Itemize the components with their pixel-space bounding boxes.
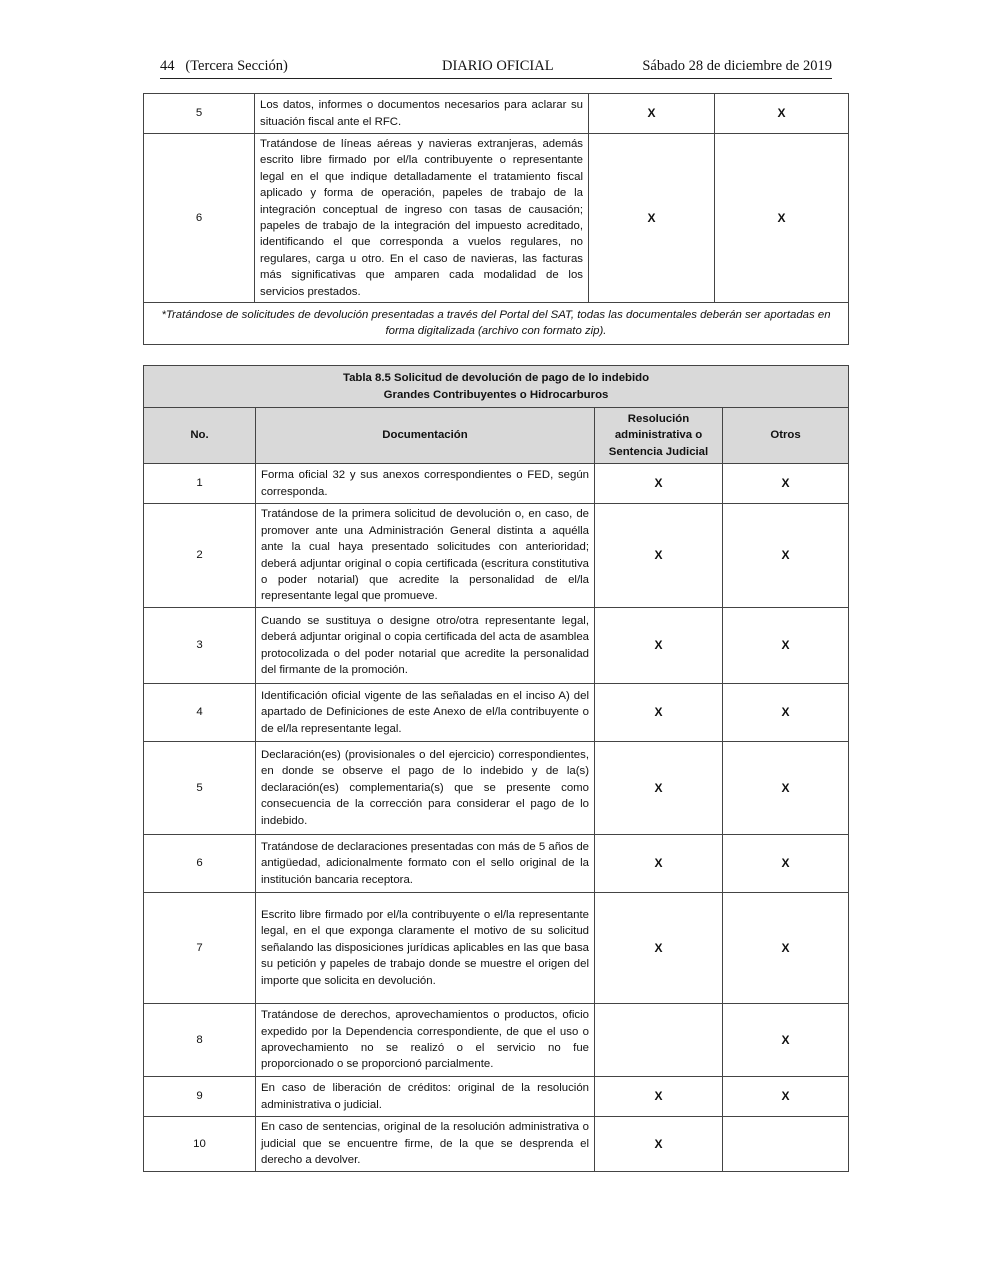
table-row xyxy=(144,684,849,742)
table-row xyxy=(144,1077,849,1117)
row-number: 2 xyxy=(144,504,256,608)
row-mark-col2: X xyxy=(723,1077,849,1117)
row-mark-col1 xyxy=(595,1004,723,1077)
row-documentation: Tratándose de derechos, aprovechamientos o productos, oficio expedido por la Dependencia correspondiente, de que el uso o aprovechamiento no se realizó o el servicio no fue proporcionado o se proporcionó parcialmente. xyxy=(256,1004,595,1077)
row-number: 7 xyxy=(144,893,256,1004)
row-mark-col2: X xyxy=(723,504,849,608)
row-documentation: Declaración(es) (provisionales o del ejercicio) correspondientes, en donde se observe el pago de lo indebido y de la(s) declaración(es) complementaria(s) que se presente como consecuencia de la corrección para considerar el pago de lo indebido. xyxy=(256,742,595,835)
row-documentation: Forma oficial 32 y sus anexos correspondientes o FED, según corresponda. xyxy=(256,464,595,504)
table-title-line1: Tabla 8.5 Solicitud de devolución de pago de lo indebido xyxy=(342,372,650,385)
row-number: 5 xyxy=(144,94,255,134)
row-documentation: Cuando se sustituya o designe otro/otra representante legal, deberá adjuntar original o copia certificada del acta de asamblea protocolizada o del poder notarial que acredite la personalidad del firmante de la promoción. xyxy=(256,608,595,684)
row-number: 8 xyxy=(144,1004,256,1077)
page-info xyxy=(160,58,288,75)
table-row xyxy=(144,1004,849,1077)
table-note-row xyxy=(144,303,849,345)
header-no: No. xyxy=(144,408,256,464)
row-mark-col1: X xyxy=(595,742,723,835)
row-documentation: Identificación oficial vigente de las señaladas en el inciso A) del apartado de Definiciones de este Anexo de el/la contribuyente o de el/la representante legal. xyxy=(256,684,595,742)
table-title xyxy=(144,366,849,408)
table-header-row xyxy=(144,408,849,464)
table-row xyxy=(144,504,849,608)
table-title-line2: Grandes Contribuyentes o Hidrocarburos xyxy=(383,388,609,401)
row-mark-col2: X xyxy=(723,742,849,835)
row-mark-col1: X xyxy=(595,1117,723,1172)
page-header xyxy=(160,56,832,79)
section-name: (Tercera Sección) xyxy=(185,58,288,74)
row-mark-col1: X xyxy=(595,464,723,504)
row-mark-col1: X xyxy=(595,835,723,893)
row-mark-col2: X xyxy=(723,1004,849,1077)
table-row xyxy=(144,134,849,303)
row-mark-col1: X xyxy=(589,94,715,134)
row-mark-col2: X xyxy=(715,134,849,303)
table-continuation xyxy=(143,93,849,345)
row-documentation: Tratándose de declaraciones presentadas con más de 5 años de antigüedad, adicionalmente formato con el sello original de la institución bancaria receptora. xyxy=(256,835,595,893)
table-row xyxy=(144,835,849,893)
table-row xyxy=(144,94,849,134)
row-mark-col2: X xyxy=(723,893,849,1004)
row-mark-col1: X xyxy=(595,684,723,742)
row-mark-col1: X xyxy=(595,893,723,1004)
journal-name: DIARIO OFICIAL xyxy=(442,58,554,74)
row-mark-col2: X xyxy=(715,94,849,134)
row-documentation: Los datos, informes o documentos necesarios para aclarar su situación fiscal ante el RFC. xyxy=(255,94,589,134)
row-documentation: En caso de sentencias, original de la resolución administrativa o judicial que se encuentre firme, de la que se desprenda el derecho a devolver. xyxy=(256,1117,595,1172)
row-documentation: Escrito libre firmado por el/la contribuyente o el/la representante legal, en el que exponga claramente el motivo de su solicitud señalando las disposiciones jurídicas aplicables en las que basa su petición y papeles de trabajo donde se muestre el origen del importe que solicita en devolución. xyxy=(256,893,595,1004)
row-number: 5 xyxy=(144,742,256,835)
row-number: 6 xyxy=(144,134,255,303)
row-documentation: Tratándose de la primera solicitud de devolución o, en caso, de promover ante una Administración General distinta a aquélla ante la cual haya presentado solicitudes con anterioridad; deberá adjuntar original o copia certificada (escritura constitutiva o poder notarial) que acredite la personalidad de el/la representante legal que promueve. xyxy=(256,504,595,608)
row-number: 9 xyxy=(144,1077,256,1117)
table-note: *Tratándose de solicitudes de devolución presentadas a través del Portal del SAT, todas las documentales deberán ser aportadas en forma digitalizada (archivo con formato zip). xyxy=(144,303,849,345)
row-number: 10 xyxy=(144,1117,256,1172)
row-mark-col2: X xyxy=(723,835,849,893)
row-number: 6 xyxy=(144,835,256,893)
row-number: 1 xyxy=(144,464,256,504)
table-title-row xyxy=(144,366,849,408)
row-mark-col1: X xyxy=(595,608,723,684)
table-8-5 xyxy=(143,365,849,1172)
table-row xyxy=(144,1117,849,1172)
row-documentation: En caso de liberación de créditos: original de la resolución administrativa o judicial. xyxy=(256,1077,595,1117)
table-row xyxy=(144,893,849,1004)
page-number: 44 xyxy=(160,58,175,74)
row-mark-col1: X xyxy=(589,134,715,303)
row-number: 3 xyxy=(144,608,256,684)
row-mark-col2: X xyxy=(723,684,849,742)
row-documentation: Tratándose de líneas aéreas y navieras extranjeras, además escrito libre firmado por el/la contribuyente o representante legal en el que indique detalladamente el tratamiento fiscal aplicado y forma de operación, papeles de trabajo de la integración conceptual de ingreso con tasas de causación; papeles de trabajo de la integración del impuesto acreditado, identificando el que corresponda a vuelos regulares, no regulares, carga u otro. En el caso de navieras, las facturas más significativas que amparen cada modalidad de los servicios prestados. xyxy=(255,134,589,303)
header-otros: Otros xyxy=(723,408,849,464)
row-mark-col2: X xyxy=(723,464,849,504)
table-row xyxy=(144,742,849,835)
header-resolution: Resolución administrativa o Sentencia Judicial xyxy=(595,408,723,464)
row-mark-col1: X xyxy=(595,1077,723,1117)
row-mark-col2 xyxy=(723,1117,849,1172)
table-row xyxy=(144,608,849,684)
row-mark-col1: X xyxy=(595,504,723,608)
row-number: 4 xyxy=(144,684,256,742)
table-row xyxy=(144,464,849,504)
header-documentation: Documentación xyxy=(256,408,595,464)
publication-date: Sábado 28 de diciembre de 2019 xyxy=(642,58,832,74)
row-mark-col2: X xyxy=(723,608,849,684)
